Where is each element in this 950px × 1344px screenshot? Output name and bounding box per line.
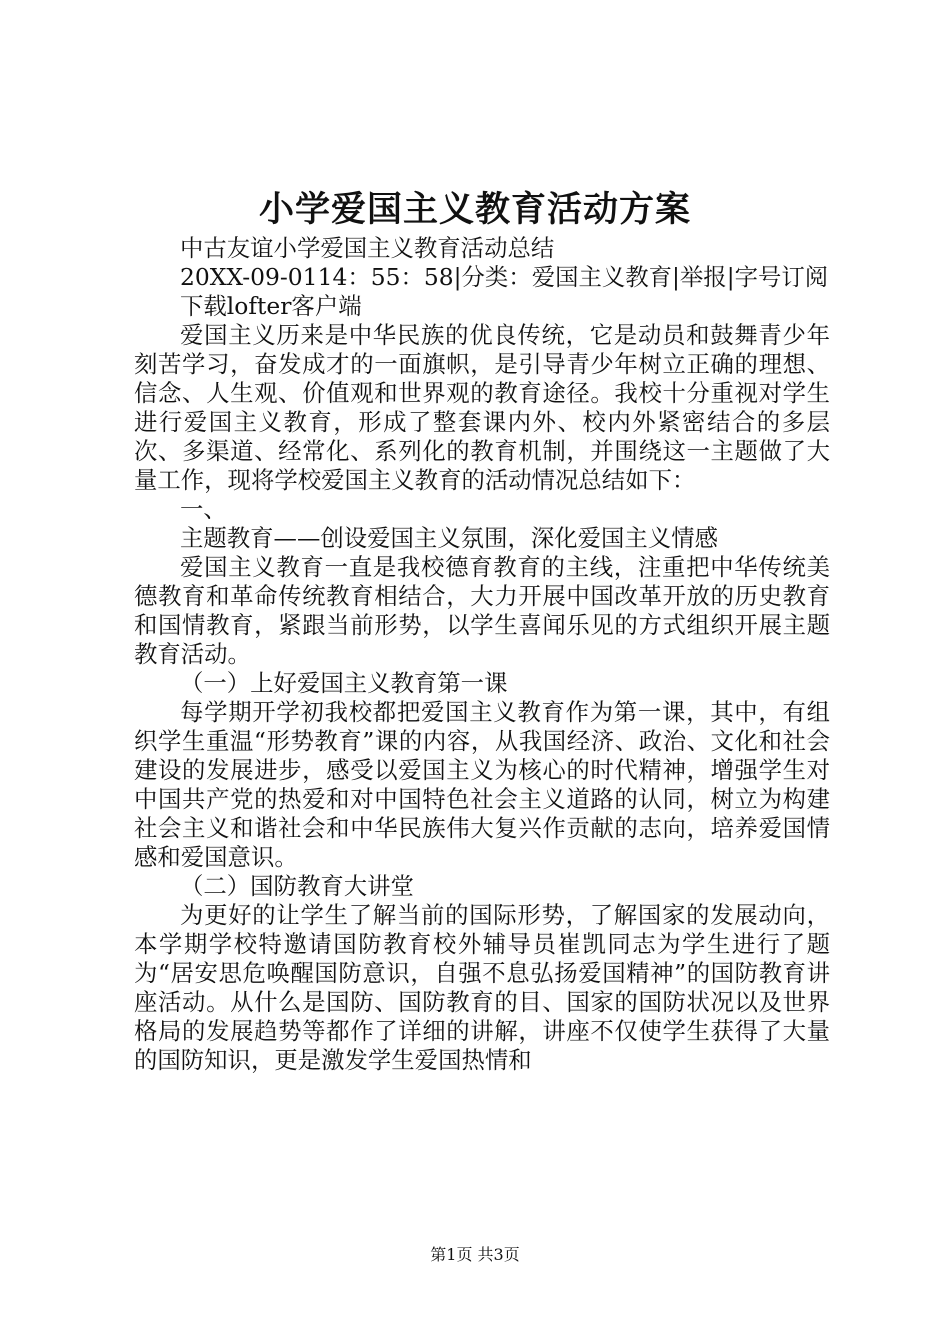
section-number: 一、	[180, 495, 227, 523]
section-heading: 主题教育——创设爱国主义氛围，深化爱国主义情感	[180, 524, 718, 552]
paragraph-subsection-2: 为更好的让学生了解当前的国际形势，了解国家的发展动向，本学期学校特邀请国防教育校外辅导员崔凯同志为学生进行了题为“居安思危唤醒国防意识，自强不息弘扬爱国精神”的国防教育讲座活动。从什么是国防、国防教育的目、国家的国防状况以及世界格局的发展趋势等都作了详细的讲解，讲座不仅使学生获得了大量的国防知识，更是激发学生爱国热情和	[134, 901, 830, 1074]
paragraph-intro: 爱国主义历来是中华民族的优良传统，它是动员和鼓舞青少年刻苦学习，奋发成才的一面旗帜，是引导青少年树立正确的理想、信念、人生观、价值观和世界观的教育途径。我校十分重视对学生进行爱国主义教育，形成了整套课内外、校内外紧密结合的多层次、多渠道、经常化、系列化的教育机制，并围绕这一主题做了大量工作，现将学校爱国主义教育的活动情况总结如下：	[134, 321, 830, 494]
paragraph-download: 下载lofter客户端	[180, 292, 362, 320]
paragraph-subtitle: 中古友谊小学爱国主义教育活动总结	[180, 234, 555, 262]
document-body	[134, 234, 830, 1075]
document-title: 小学爱国主义教育活动方案	[258, 189, 691, 230]
page-footer: 第1页 共3页	[430, 1245, 520, 1264]
subsection-heading-1: （一）上好爱国主义教育第一课	[180, 669, 508, 697]
paragraph-subsection-1: 每学期开学初我校都把爱国主义教育作为第一课，其中，有组织学生重温“形势教育”课的内容，从我国经济、政治、文化和社会建设的发展进步，感受以爱国主义为核心的时代精神，增强学生对中国共产党的热爱和对中国特色社会主义道路的认同，树立为构建社会主义和谐社会和中华民族伟大复兴作贡献的志向，培养爱国情感和爱国意识。	[134, 698, 830, 871]
paragraph-section-body: 爱国主义教育一直是我校德育教育的主线，注重把中华传统美德教育和革命传统教育相结合，大力开展中国改革开放的历史教育和国情教育，紧跟当前形势，以学生喜闻乐见的方式组织开展主题教育活动。	[134, 553, 830, 668]
paragraph-meta: 20XX-09-0114：55：58|分类：爱国主义教育|举报|字号订阅	[180, 263, 829, 291]
subsection-heading-2: （二）国防教育大讲堂	[180, 872, 414, 900]
